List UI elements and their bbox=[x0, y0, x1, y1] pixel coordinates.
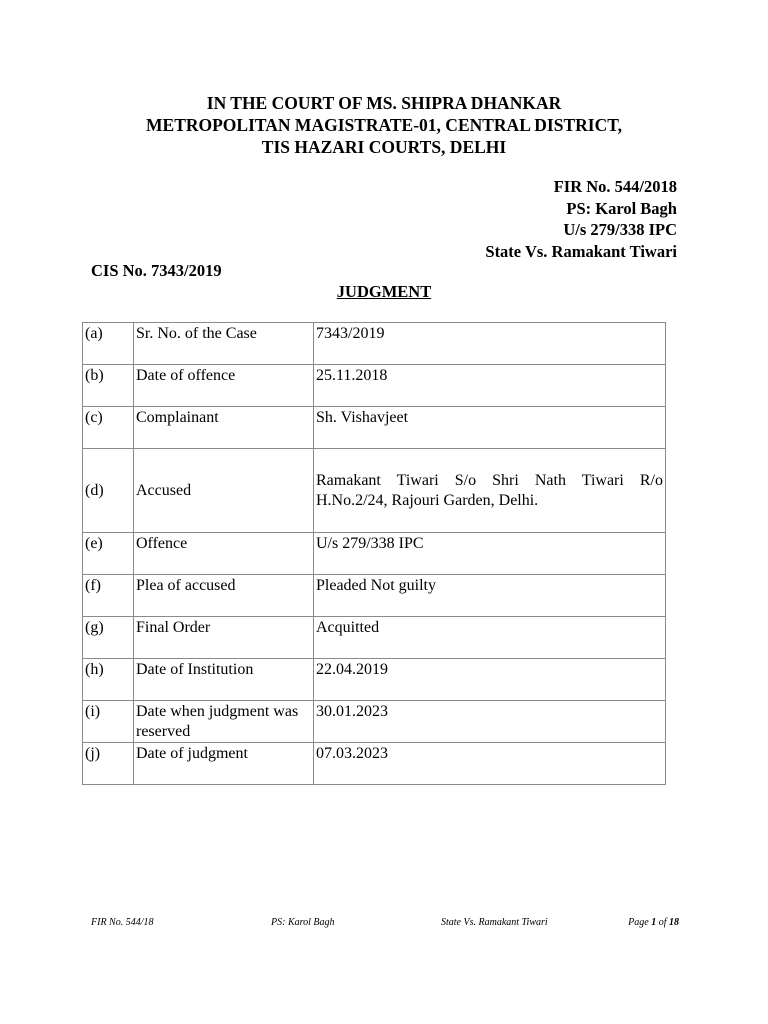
row-value: Ramakant Tiwari S/o Shri Nath Tiwari R/o H.No.2/24, Rajouri Garden, Delhi. bbox=[314, 449, 666, 533]
footer-fir: FIR No. 544/18 bbox=[91, 917, 154, 928]
table-row bbox=[83, 323, 666, 365]
footer-page-total: 18 bbox=[669, 917, 679, 928]
row-label: Plea of accused bbox=[134, 575, 314, 617]
court-header-line-1: IN THE COURT OF MS. SHIPRA DHANKAR bbox=[206, 93, 562, 113]
row-label: Accused bbox=[134, 449, 314, 533]
row-value: 07.03.2023 bbox=[314, 743, 666, 785]
row-key: (a) bbox=[83, 323, 134, 365]
police-station: PS: Karol Bagh bbox=[566, 198, 677, 218]
row-key: (i) bbox=[83, 701, 134, 743]
footer-page-current: 1 bbox=[651, 917, 657, 928]
footer-page-number bbox=[628, 917, 679, 928]
table-row bbox=[83, 533, 666, 575]
footer-police-station: PS: Karol Bagh bbox=[271, 917, 335, 928]
case-references bbox=[485, 176, 677, 262]
row-key: (c) bbox=[83, 407, 134, 449]
row-key: (j) bbox=[83, 743, 134, 785]
row-label: Offence bbox=[134, 533, 314, 575]
row-value: 22.04.2019 bbox=[314, 659, 666, 701]
row-label: Date when judgment was reserved bbox=[134, 701, 314, 743]
table-row bbox=[83, 365, 666, 407]
court-header-line-3: TIS HAZARI COURTS, DELHI bbox=[261, 137, 507, 157]
row-key: (d) bbox=[83, 449, 134, 533]
table-row bbox=[83, 701, 666, 743]
table-row bbox=[83, 659, 666, 701]
case-title: State Vs. Ramakant Tiwari bbox=[485, 241, 677, 261]
case-summary-table bbox=[82, 322, 666, 785]
footer-page-prefix: Page bbox=[628, 917, 649, 928]
row-label: Date of judgment bbox=[134, 743, 314, 785]
row-label: Final Order bbox=[134, 617, 314, 659]
row-value: Pleaded Not guilty bbox=[314, 575, 666, 617]
footer-page-of: of bbox=[658, 917, 667, 928]
table-row bbox=[83, 617, 666, 659]
table-row bbox=[83, 743, 666, 785]
court-header bbox=[0, 92, 768, 158]
row-value: U/s 279/338 IPC bbox=[314, 533, 666, 575]
offence-section: U/s 279/338 IPC bbox=[563, 220, 677, 239]
court-header-line-2: METROPOLITAN MAGISTRATE-01, CENTRAL DISTRICT, bbox=[146, 115, 622, 135]
row-key: (g) bbox=[83, 617, 134, 659]
footer-case-title: State Vs. Ramakant Tiwari bbox=[441, 917, 548, 928]
table-row bbox=[83, 407, 666, 449]
row-label: Complainant bbox=[134, 407, 314, 449]
judgment-title: JUDGMENT bbox=[336, 282, 432, 301]
row-value: 25.11.2018 bbox=[314, 365, 666, 407]
fir-number: FIR No. 544/2018 bbox=[553, 177, 677, 196]
row-value: Acquitted bbox=[314, 617, 666, 659]
row-label: Sr. No. of the Case bbox=[134, 323, 314, 365]
row-key: (h) bbox=[83, 659, 134, 701]
row-value: 7343/2019 bbox=[314, 323, 666, 365]
cis-number: CIS No. 7343/2019 bbox=[91, 261, 222, 280]
row-label: Date of offence bbox=[134, 365, 314, 407]
row-key: (f) bbox=[83, 575, 134, 617]
row-label: Date of Institution bbox=[134, 659, 314, 701]
row-value: Sh. Vishavjeet bbox=[314, 407, 666, 449]
table-row bbox=[83, 575, 666, 617]
row-key: (e) bbox=[83, 533, 134, 575]
row-key: (b) bbox=[83, 365, 134, 407]
row-value: 30.01.2023 bbox=[314, 701, 666, 743]
table-row bbox=[83, 449, 666, 533]
